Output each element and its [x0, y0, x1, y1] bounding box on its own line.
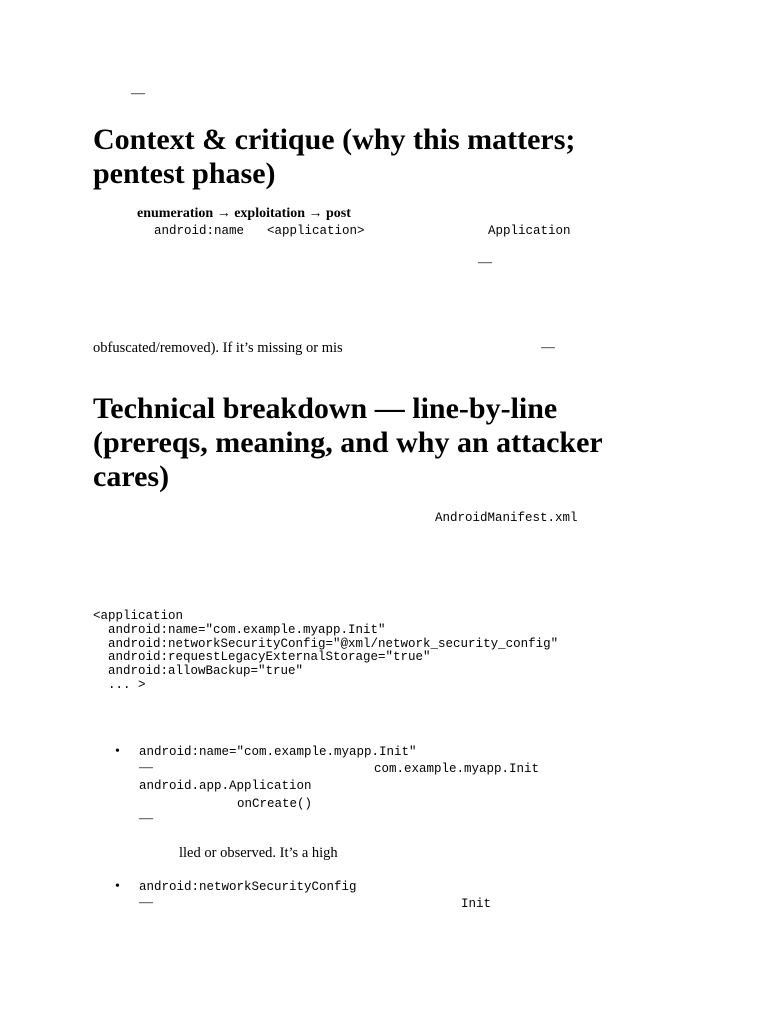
bullet-1-base-class: android.app.Application [139, 779, 312, 793]
obfuscated-line: obfuscated/removed). If it’s missing or mis [93, 340, 343, 356]
bullet-2-label: android:networkSecurityConfig [139, 880, 357, 894]
stray-dash-3: — [541, 340, 555, 355]
bullet-1-method: onCreate() [237, 797, 313, 811]
top-dash: — [131, 86, 145, 101]
bullet-1-tail: lled or observed. It’s a high [179, 845, 338, 861]
bullet-1-label: android:name="com.example.myapp.Init" [139, 745, 417, 759]
bullet-1-dash-2: — [139, 811, 153, 826]
bullet-1-class: com.example.myapp.Init [374, 762, 540, 776]
phase-line: enumeration → exploitation → post [137, 206, 351, 221]
stray-dash-2: — [478, 255, 492, 270]
mono-android-name: android:name [154, 224, 245, 238]
manifest-code-block: <application android:name="com.example.myapp.Init" android:networkSecurityConfig="@xml/network_security_config" android:requestLegacyExternalStorage="true" android:allowBackup="true" ... > [93, 609, 559, 692]
mono-application-tag: <application> [267, 224, 365, 238]
bullet-marker-2: • [115, 879, 120, 894]
bullet-marker-1: • [115, 744, 120, 759]
bullet-1-dash-1: — [139, 760, 153, 775]
bullet-2-dash: — [139, 895, 153, 910]
bullet-2-init: Init [461, 897, 492, 911]
technical-heading: Technical breakdown — line-by-line (prereqs, meaning, and why an attacker cares) [93, 392, 603, 493]
manifest-filename: AndroidManifest.xml [435, 511, 578, 525]
mono-application-class: Application [488, 224, 571, 238]
context-heading: Context & critique (why this matters; pentest phase) [93, 123, 576, 190]
